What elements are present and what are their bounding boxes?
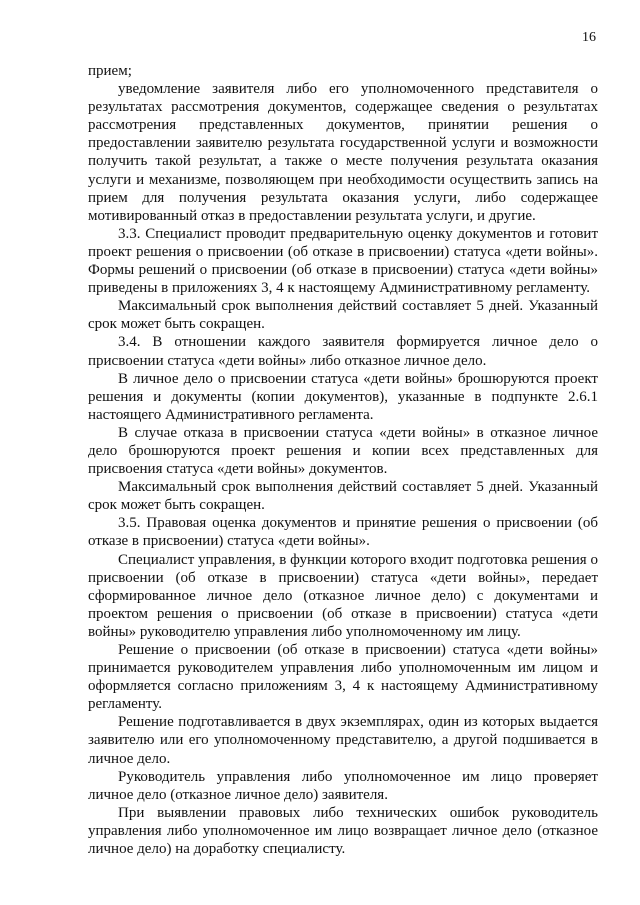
paragraph-8: Максимальный срок выполнения действий составляет 5 дней. Указанный срок может быть сокращен.	[88, 479, 598, 514]
paragraph-14: При выявлении правовых либо технических ошибок руководитель управления либо уполномоченное им лицо возвращает личное дело (отказное личное дело) на доработку специалисту.	[88, 804, 598, 858]
paragraph-12: Решение подготавливается в двух экземплярах, один из которых выдается заявителю или его уполномоченному представителю, а другой подшивается в личное дело.	[88, 714, 598, 767]
paragraph-10: Специалист управления, в функции которого входит подготовка решения о присвоении (об отказе в присвоении) статуса «дети войны», передает сформированное личное дело (отказное личное дело) с документами и проектом решения о присвоении (об отказе в присвоении) статуса «дети войны» руководителю управления либо уполномоченному им лицу.	[88, 551, 598, 640]
paragraph-2: уведомление заявителя либо его уполномоченного представителя о результатах рассмотрения документов, содержащее сведения о результатах рассмотрения представленных документов, принятии решения о предоставлении заявителю результата государственной услуги и возможности получить такой результат, а также о месте получения результата оказания услуги и механизме, позволяющем при необходимости осуществить запись на прием для получения результата оказания услуги, либо содержащее мотивированный отказ в предоставлении результата услуги, и другие.	[88, 81, 598, 224]
document-body	[88, 62, 598, 858]
paragraph-13: Руководитель управления либо уполномоченное им лицо проверяет личное дело (отказное личное дело) заявителя.	[88, 768, 598, 803]
paragraph-6: В личное дело о присвоении статуса «дети войны» брошюруются проект решения и документы (копии документов), указанные в подпункте 2.6.1 настоящего Административного регламента.	[88, 370, 598, 423]
paragraph-9: 3.5. Правовая оценка документов и принятие решения о присвоении (об отказе в присвоении) статуса «дети войны».	[88, 515, 598, 550]
paragraph-11: Решение о присвоении (об отказе в присвоении) статуса «дети войны» принимается руководителем управления либо уполномоченным им лицом и оформляется согласно приложениям 3, 4 к настоящему Административному регламенту.	[88, 642, 598, 713]
paragraph-1: прием;	[88, 63, 132, 79]
paragraph-7: В случае отказа в присвоении статуса «дети войны» в отказное личное дело брошюруются проект решения и копии всех представленных для присвоения статуса «дети войны» документов.	[88, 424, 598, 478]
paragraph-4: Максимальный срок выполнения действий составляет 5 дней. Указанный срок может быть сокращен.	[88, 298, 598, 333]
paragraph-3: 3.3. Специалист проводит предварительную оценку документов и готовит проект решения о присвоении (об отказе в присвоении) статуса «дети войны». Формы решений о присвоении (об отказе в присвоении) статуса «дети войны» приведены в приложениях 3, 4 к настоящему Административному регламенту.	[88, 225, 598, 297]
page-number: 16	[582, 30, 596, 45]
paragraph-5: 3.4. В отношении каждого заявителя формируется личное дело о присвоении статуса «дети войны» либо отказное личное дело.	[88, 334, 598, 369]
